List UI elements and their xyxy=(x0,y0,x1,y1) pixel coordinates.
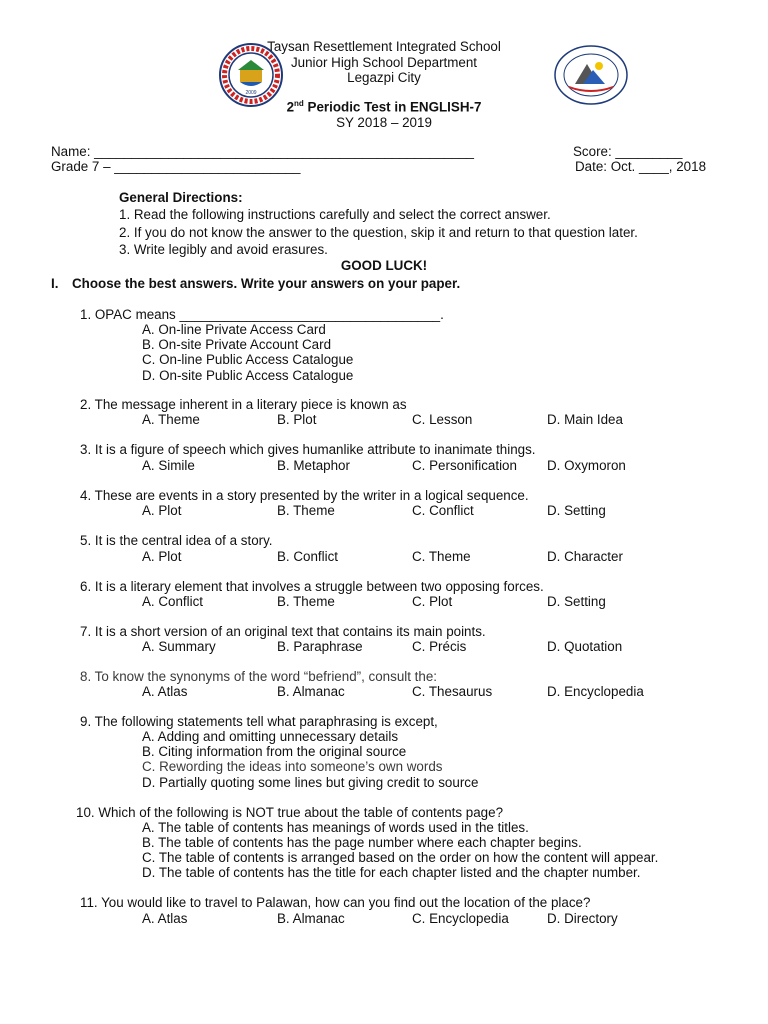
question-text: 4. These are events in a story presented by the writer in a logical sequence. xyxy=(80,488,529,503)
option: B. Theme xyxy=(277,503,335,518)
option: C. On-line Public Access Catalogue xyxy=(142,352,354,367)
option: D. Setting xyxy=(547,503,606,518)
options-row xyxy=(142,503,682,518)
score-field: Score: _________ xyxy=(573,144,683,159)
question-text: 11. You would like to travel to Palawan, how can you find out the location of the place? xyxy=(80,895,591,910)
option: D. The table of contents has the title for each chapter listed and the chapter number. xyxy=(142,865,641,880)
option: D. On-site Public Access Catalogue xyxy=(142,368,354,383)
option: A. Atlas xyxy=(142,684,188,699)
question-text: 3. It is a figure of speech which gives humanlike attribute to inanimate things. xyxy=(80,442,536,457)
direction-item: 1. Read the following instructions carefully and select the correct answer. xyxy=(119,207,551,222)
option: B. Theme xyxy=(277,594,335,609)
option: B. Metaphor xyxy=(277,458,350,473)
option: C. Theme xyxy=(412,549,471,564)
option: D. Main Idea xyxy=(547,412,623,427)
option: C. Conflict xyxy=(412,503,474,518)
options-row xyxy=(142,639,682,654)
option: D. Partially quoting some lines but giving credit to source xyxy=(142,775,479,790)
direction-item: 2. If you do not know the answer to the question, skip it and return to that question later. xyxy=(119,225,638,240)
option: A. Summary xyxy=(142,639,216,654)
option: C. Encyclopedia xyxy=(412,911,509,926)
svg-text:2009: 2009 xyxy=(245,90,257,96)
option: A. Simile xyxy=(142,458,195,473)
option: A. Conflict xyxy=(142,594,204,609)
option: D. Encyclopedia xyxy=(547,684,644,699)
option: C. Rewording the ideas into someone’s own words xyxy=(142,759,443,774)
option: B. On-site Private Account Card xyxy=(142,337,332,352)
direction-item: 3. Write legibly and avoid erasures. xyxy=(119,242,328,257)
question-text: 8. To know the synonyms of the word “befriend”, consult the: xyxy=(80,669,438,684)
test-title: 2nd Periodic Test in ENGLISH-7 xyxy=(286,99,482,115)
option: C. Plot xyxy=(412,594,453,609)
option: D. Oxymoron xyxy=(547,458,626,473)
option: C. Précis xyxy=(412,639,467,654)
option: A. The table of contents has meanings of words used in the titles. xyxy=(142,820,529,835)
option: D. Directory xyxy=(547,911,618,926)
date-field: Date: Oct. ____, 2018 xyxy=(575,159,707,174)
grade-field: Grade 7 – _________________________ xyxy=(51,159,301,174)
option: C. Lesson xyxy=(412,412,473,427)
option: B. The table of contents has the page number where each chapter begins. xyxy=(142,835,582,850)
question-text: 7. It is a short version of an original text that contains its main points. xyxy=(80,624,486,639)
option: B. Paraphrase xyxy=(277,639,363,654)
options-row xyxy=(142,594,682,609)
options-row xyxy=(142,458,682,473)
question-text: 2. The message inherent in a literary piece is known as xyxy=(80,397,407,412)
options-row xyxy=(142,911,682,926)
options-row xyxy=(142,412,682,427)
options-row xyxy=(142,549,682,564)
options-row xyxy=(142,684,682,699)
option: A. On-line Private Access Card xyxy=(142,322,326,337)
option: A. Plot xyxy=(142,549,182,564)
option: A. Adding and omitting unnecessary details xyxy=(142,729,399,744)
option: C. The table of contents is arranged based on the order on how the content will appear. xyxy=(142,850,659,865)
section-title: Choose the best answers. Write your answers on your paper. xyxy=(72,276,461,291)
option: B. Conflict xyxy=(277,549,339,564)
option: D. Quotation xyxy=(547,639,623,654)
option: A. Plot xyxy=(142,503,182,518)
option: B. Plot xyxy=(277,412,317,427)
section-label: I. xyxy=(51,276,59,291)
option: D. Character xyxy=(547,549,623,564)
good-luck: GOOD LUCK! xyxy=(340,258,428,273)
option: D. Setting xyxy=(547,594,606,609)
directions-title: General Directions: xyxy=(119,190,243,205)
option: A. Atlas xyxy=(142,911,188,926)
department-name: Junior High School Department xyxy=(290,55,478,70)
school-year: SY 2018 – 2019 xyxy=(336,115,432,130)
school-name: Taysan Resettlement Integrated School xyxy=(267,39,501,54)
option: B. Almanac xyxy=(277,911,345,926)
option: B. Almanac xyxy=(277,684,345,699)
question-text: 9. The following statements tell what paraphrasing is except, xyxy=(80,714,438,729)
option: C. Personification xyxy=(412,458,517,473)
option: C. Thesaurus xyxy=(412,684,493,699)
question-text: 6. It is a literary element that involves a struggle between two opposing forces. xyxy=(80,579,544,594)
option: B. Citing information from the original source xyxy=(142,744,407,759)
question-text: 1. OPAC means ___________________________________. xyxy=(80,307,444,322)
question-text: 5. It is the central idea of a story. xyxy=(80,533,273,548)
option: A. Theme xyxy=(142,412,200,427)
city-name: Legazpi City xyxy=(347,70,421,85)
name-field: Name: ___________________________________________________ xyxy=(51,144,474,159)
question-text: 10. Which of the following is NOT true about the table of contents page? xyxy=(76,805,504,820)
